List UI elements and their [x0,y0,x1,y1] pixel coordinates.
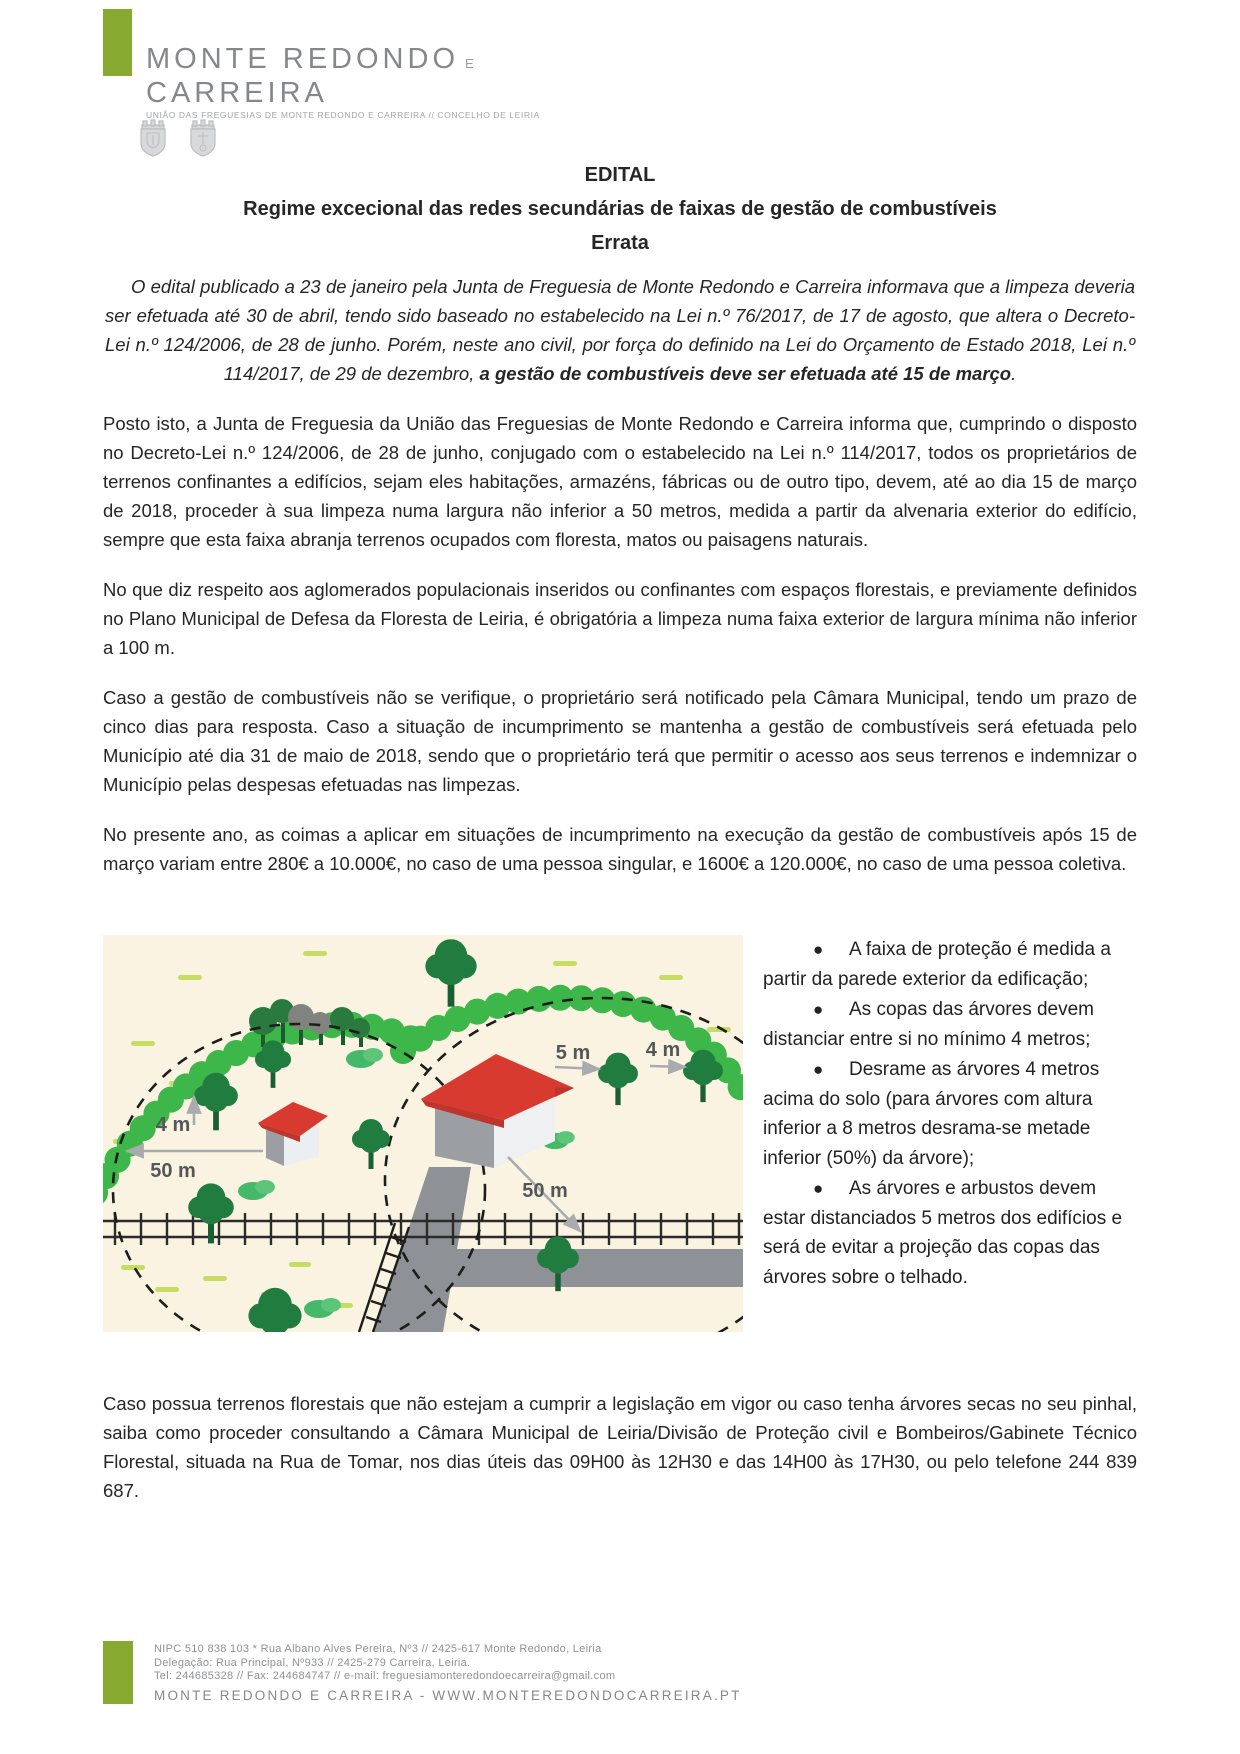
document-title-block [103,158,1137,260]
bullet-text: Desrame as árvores 4 metros acima do solo (para árvores com altura inferior a 8 metros desrama-se metade inferior (50%) da árvore); [763,1059,1100,1169]
title-subject: Regime excecional das redes secundárias de faixas de gestão de combustíveis [243,198,997,220]
footer-delegation: Delegação: Rua Principal, Nº933 // 2425-279 Carreira, Leiria. [154,1656,471,1669]
coat-of-arms-icon [184,117,222,159]
paragraph-obligations: Posto isto, a Junta de Freguesia da União das Freguesias de Monte Redondo e Carreira informa que, cumprindo o disposto no Decreto-Lei n.º 124/2006, de 28 de junho, conjugado com o estabelecido na Lei n.º 114/2017, todos os proprietários de terrenos confinantes a edifícios, sejam eles habitações, armazéns, fábricas ou de outro tipo, devem, até ao dia 15 de março de 2018, proceder à sua limpeza numa largura não inferior a 50 metros, medida a partir da alvenaria exterior do edifício, sempre que esta faixa abranja terrenos ocupados com floresta, matos ou paisagens naturais. [103,413,1137,550]
bullet-text: As copas das árvores devem distanciar entre si no mínimo 4 metros; [763,999,1095,1050]
paragraph-coimas: No presente ano, as coimas a aplicar em situações de incumprimento na execução da gestão de combustíveis após 15 de março variam entre 280€ a 10.000€, no caso de uma pessoa singular, e 1600€ a 120.000€, no caso de uma pessoa coletiva. [103,824,1137,874]
fuel-management-illustration [103,935,743,1332]
bullet-item [763,995,1137,1054]
footer-contact-block [154,1641,742,1704]
intro-text: O edital publicado a 23 de janeiro pela Junta de Freguesia de Monte Redondo e Carreira informava que a limpeza deveria ser efetuada até 30 de abril, tendo sido baseado no estabelecido na Lei n.º 76/2017, de 17 de agosto, que altera o Decreto-Lei n.º 124/2006, de 28 de junho. Porém, neste ano civil, por força do definido na Lei do Orçamento de Estado 2018, Lei n.º 114/2017, de 29 de dezembro, [105,276,1135,384]
label-tree-height: 4 m [155,1114,191,1136]
label-house-to-tree: 5 m [555,1042,591,1064]
label-tree-to-tree: 4 m [645,1039,681,1061]
logo [146,44,540,120]
bullet-marker: ● [813,1060,824,1079]
bullet-item [763,935,1137,994]
title-edital: EDITAL [584,164,656,186]
title-errata: Errata [591,232,649,254]
bullet-item [763,1174,1137,1292]
figure-section [103,935,1137,1332]
intro-paragraph [105,272,1135,388]
paragraph-aglomerados: No que diz respeito aos aglomerados populacionais inseridos ou confinantes com espaços florestais, e previamente definidos no Plano Municipal de Defesa da Floresta de Leiria, é obrigatória a limpeza numa faixa exterior de largura mínima não inferior a 100 m. [103,579,1137,658]
coat-of-arms-group [134,117,222,159]
paragraph-contacts: Caso possua terrenos florestais que não estejam a cumprir a legislação em vigor ou caso tenha árvores secas no seu pinhal, saiba como proceder consultando a Câmara Municipal de Leiria/Divisão de Proteção civil e Bombeiros/Gabinete Técnico Florestal, situada na Rua de Tomar, nos dias úteis das 09H00 às 12H30 e das 14H00 às 17H30, ou pelo telefone 244 839 687. [103,1393,1137,1501]
letterhead [0,0,1240,158]
logo-title-main: MONTE REDONDO [146,43,459,75]
footer [103,1641,742,1704]
logo-title-line2: CARREIRA [146,77,328,109]
logo-title-line1 [146,44,540,79]
body-text [103,272,1137,878]
intro-tail: . [1011,363,1017,384]
bullet-text: A faixa de proteção é medida a partir da parede exterior da edificação; [763,939,1111,990]
logo-tagline: UNIÃO DAS FREGUESIAS DE MONTE REDONDO E CARREIRA // CONCELHO DE LEIRIA [146,110,540,120]
logo-title-suffix: E [465,56,474,71]
footer-green-bar [103,1641,133,1704]
intro-bold-deadline: a gestão de combustíveis deve ser efetuada até 15 de março [479,363,1012,384]
bullet-marker: ● [813,1179,824,1198]
closing-section [103,1389,1137,1505]
coat-of-arms-icon [134,117,172,159]
footer-website: MONTE REDONDO E CARREIRA - WWW.MONTEREDONDOCARREIRA.PT [154,1687,742,1703]
bullet-marker: ● [813,1000,824,1019]
label-radius-right: 50 m [522,1180,568,1202]
paragraph-incumprimento: Caso a gestão de combustíveis não se verifique, o proprietário será notificado pela Câmara Municipal, tendo um prazo de cinco dias para resposta. Caso a situação de incumprimento se mantenha a gestão de combustíveis será efetuada pelo Município até dia 31 de maio de 2018, sendo que o proprietário terá que permitir o acesso aos seus terrenos e indemnizar o Município pelas despesas efetuadas nas limpezas. [103,687,1137,795]
brand-green-bar [103,9,132,76]
label-radius-left: 50 m [150,1160,196,1182]
bullet-marker: ● [813,940,824,959]
bullet-item [763,1055,1137,1173]
bullet-text: As árvores e arbustos devem estar distanciados 5 metros dos edifícios e será de evitar a projeção das copas das árvores sobre o telhado. [763,1178,1123,1288]
footer-address: NIPC 510 838 103 * Rua Albano Alves Pereira, Nº3 // 2425-617 Monte Redondo, Leiria [154,1643,602,1655]
rules-bullet-list [763,935,1137,1332]
footer-phone-email: Tel: 244685328 // Fax: 244684747 // e-mail: freguesiamonteredondoecarreira@gmail.com [154,1670,616,1682]
